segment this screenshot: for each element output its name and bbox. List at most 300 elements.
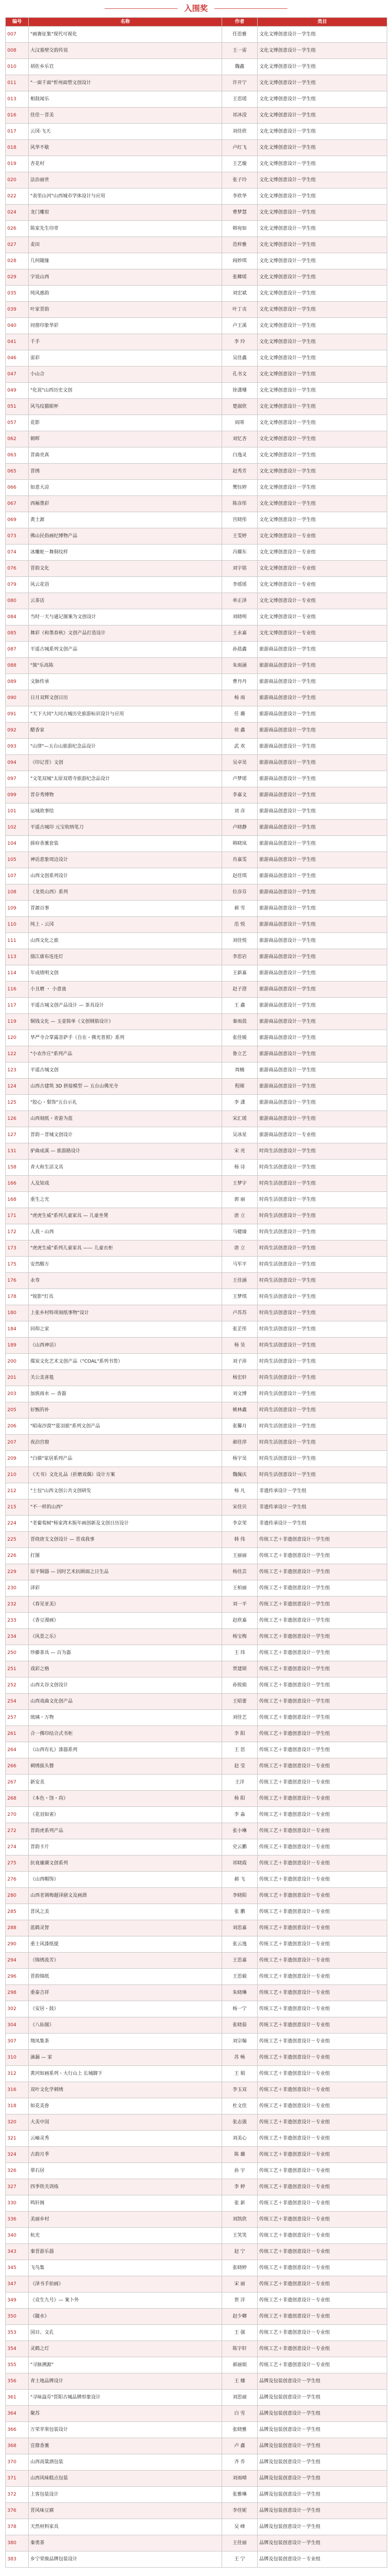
banner-right-rule — [214, 8, 287, 9]
cell-author: 樊钰婷 — [222, 480, 258, 496]
cell-category: 时尚生活创意设计－学生组 — [258, 1402, 387, 1419]
table-row — [6, 2325, 387, 2341]
cell-category: 传统工艺＋非遗创意设计－专业组 — [258, 1904, 387, 1920]
cell-category: 传统工艺＋非遗创意设计－专业组 — [258, 1872, 387, 1888]
cell-name: 纯上 - 云冈 — [29, 917, 222, 933]
cell-number: 232 — [6, 1597, 29, 1613]
cell-number: 207 — [6, 1435, 29, 1451]
table-row — [6, 399, 387, 415]
table-row — [6, 577, 387, 593]
cell-category: 传统工艺＋非遗创意设计－专业组 — [258, 2341, 387, 2357]
cell-category: 文化文博创意设计－学生组 — [258, 318, 387, 334]
cell-number: 087 — [6, 642, 29, 658]
cell-number: 051 — [6, 399, 29, 415]
cell-number: 073 — [6, 528, 29, 545]
cell-author: 孙锐娟 — [222, 1677, 258, 1694]
cell-number: 126 — [6, 1111, 29, 1127]
cell-category: 文化文博创意设计－学生组 — [258, 43, 387, 59]
cell-author: 王笑笑 — [222, 2228, 258, 2244]
cell-category: 文化文博创意设计－专业组 — [258, 577, 387, 593]
cell-name: 《山西神话》 — [29, 1338, 222, 1354]
table-row — [6, 1985, 387, 2001]
cell-name: 美丽乡村 — [29, 2212, 222, 2228]
cell-number: 105 — [6, 852, 29, 868]
cell-category: 传统工艺＋非遗创意设计－专业组 — [258, 2244, 387, 2260]
table-row — [6, 1839, 387, 1856]
cell-number: 099 — [6, 787, 29, 803]
cell-author: 刘一平 — [222, 1597, 258, 1613]
cell-name: 杏花村 — [29, 156, 222, 172]
table-row — [6, 2293, 387, 2309]
cell-category: 传统工艺＋非遗创意设计－专业组 — [258, 2212, 387, 2228]
cell-category: 传统工艺＋非遗创意设计－学生组 — [258, 1661, 387, 1677]
cell-number: 316 — [6, 2082, 29, 2098]
cell-author: 孙 宇 — [222, 2163, 258, 2179]
cell-name: 晋韵文化 — [29, 561, 222, 577]
cell-author: 王一雷 — [222, 43, 258, 59]
cell-name: 醋香家 — [29, 723, 222, 739]
table-row — [6, 415, 387, 431]
cell-author: 史云鹏 — [222, 1839, 258, 1856]
cell-number: 065 — [6, 464, 29, 480]
cell-author: 张芷彤 — [222, 1321, 258, 1338]
cell-category: 品牌及包装创意设计－学生组 — [258, 2519, 387, 2535]
cell-number: 119 — [6, 1014, 29, 1030]
cell-number: 353 — [6, 2325, 29, 2341]
cell-category: 旅游商品创意设计－学生组 — [258, 1014, 387, 1030]
table-row — [6, 1451, 387, 1467]
cell-name: 大汉墓壁交韵传说 — [29, 43, 222, 59]
cell-category: 传统工艺＋非遗创意设计－学生组 — [258, 1629, 387, 1645]
cell-number: 209 — [6, 1451, 29, 1467]
cell-name: 大美中国 — [29, 2114, 222, 2131]
cell-number: 076 — [6, 561, 29, 577]
cell-author: 宫晓彤 — [222, 512, 258, 528]
cell-author: 张佳媛 — [222, 1030, 258, 1046]
table-row — [6, 868, 387, 884]
table-row — [6, 1095, 387, 1111]
cell-number: 090 — [6, 690, 29, 706]
awards-table — [5, 17, 387, 2568]
table-row — [6, 625, 387, 642]
cell-number: 372 — [6, 2487, 29, 2503]
cell-author: 张晓雅 — [222, 2422, 258, 2438]
cell-number: 327 — [6, 2179, 29, 2195]
cell-number: 184 — [6, 1321, 29, 1338]
cell-name: 晋风之美 — [29, 1904, 222, 1920]
cell-category: 旅游商品创意设计－学生组 — [258, 836, 387, 852]
table-row — [6, 447, 387, 464]
cell-category: 传统工艺＋非遗创意设计－专业组 — [258, 1775, 387, 1791]
cell-author: 杨 凡 — [222, 1483, 258, 1499]
cell-number: 101 — [6, 803, 29, 820]
cell-name: 天然材料家具 — [29, 2519, 222, 2535]
cell-author: 韩宛如 — [222, 221, 258, 237]
cell-name: 重士风漆纸提 — [29, 1936, 222, 1953]
cell-category: 文化文博创意设计－学生组 — [258, 399, 387, 415]
table-row — [6, 1936, 387, 1953]
cell-category: 旅游商品创意设计－学生组 — [258, 723, 387, 739]
table-row — [6, 2276, 387, 2293]
cell-author: 李 婷 — [222, 2179, 258, 2195]
cell-number: 019 — [6, 156, 29, 172]
cell-name: 《山西帽饰》 — [29, 1872, 222, 1888]
cell-category: 旅游商品创意设计－学生组 — [258, 706, 387, 723]
cell-number: 117 — [6, 998, 29, 1014]
cell-author: 王洋 — [222, 1775, 258, 1791]
cell-author: 位彦芬 — [222, 884, 258, 901]
cell-number: 267 — [6, 1775, 29, 1791]
cell-name: 《印记晋》文创 — [29, 755, 222, 771]
cell-name: 《随水》 — [29, 2309, 222, 2325]
cell-name: 日月双辉文创日历 — [29, 690, 222, 706]
cell-category: 传统工艺＋非遗创意设计－专业组 — [258, 2017, 387, 2034]
header-row — [6, 18, 387, 27]
cell-name: "天下大同"大同古城历史旅游标识设计与应用 — [29, 706, 222, 723]
cell-name: 千手 — [29, 334, 222, 350]
cell-category: 文化文博创意设计－学生组 — [258, 269, 387, 286]
cell-category: 品牌及包装创意设计－学生组 — [258, 2454, 387, 2471]
cell-author: 郝 飞 — [222, 1872, 258, 1888]
cell-category: 传统工艺＋非遗创意设计－专业组 — [258, 2131, 387, 2147]
cell-name: 《春见亚美》 — [29, 1597, 222, 1613]
cell-number: 264 — [6, 1742, 29, 1758]
cell-category: 时尚生活创意设计－学生组 — [258, 1370, 387, 1386]
cell-number: 120 — [6, 1030, 29, 1046]
cell-category: 旅游商品创意设计－学生组 — [258, 1030, 387, 1046]
cell-name: 晋曲亮真 — [29, 447, 222, 464]
cell-author: 曹梦慧 — [222, 205, 258, 221]
cell-category: 传统工艺＋非遗创意设计－专业组 — [258, 1985, 387, 2001]
cell-author: 唐 立 — [222, 1240, 258, 1257]
cell-number: 274 — [6, 1839, 29, 1856]
cell-number: 366 — [6, 2422, 29, 2438]
cell-name: 叶家晋韵 — [29, 302, 222, 318]
cell-number: 340 — [6, 2228, 29, 2244]
cell-number: 178 — [6, 1289, 29, 1305]
table-row — [6, 1823, 387, 1839]
cell-number: 270 — [6, 1807, 29, 1823]
cell-number: 318 — [6, 2098, 29, 2114]
cell-category: 旅游商品创意设计－学生组 — [258, 852, 387, 868]
table-row — [6, 1548, 387, 1564]
cell-author: 吴冰星 — [222, 1127, 258, 1143]
banner-title: 入围奖 — [184, 4, 208, 13]
cell-number: 226 — [6, 1548, 29, 1564]
table-row — [6, 2082, 387, 2098]
cell-category: 文化文博创意设计－学生组 — [258, 140, 387, 156]
cell-author: 李瑶瑶 — [222, 577, 258, 593]
cell-name: "锐影"灯具 — [29, 1289, 222, 1305]
cell-category: 文化文博创意设计－学生组 — [258, 108, 387, 124]
cell-number: 039 — [6, 302, 29, 318]
cell-name: 人我・山西 — [29, 1224, 222, 1240]
cell-number: 356 — [6, 2373, 29, 2390]
cell-author: 周楠 — [222, 1062, 258, 1079]
cell-author: 许开宁 — [222, 75, 258, 91]
cell-category: 文化文博创意设计－学生组 — [258, 512, 387, 528]
cell-author: 任思雅 — [222, 27, 258, 43]
table-row — [6, 1435, 387, 1451]
cell-category: 传统工艺＋非遗创意设计－专业组 — [258, 1920, 387, 1936]
cell-author: 王 强 — [222, 2325, 258, 2341]
table-row — [6, 1742, 387, 1758]
table-row — [6, 1613, 387, 1629]
cell-author: 张云逸 — [222, 1936, 258, 1953]
table-row — [6, 2454, 387, 2471]
cell-category: 旅游商品创意设计－学生组 — [258, 868, 387, 884]
cell-name: 麦田 — [29, 237, 222, 253]
table-row — [6, 2260, 387, 2276]
cell-number: 107 — [6, 868, 29, 884]
table-row — [6, 2390, 387, 2406]
cell-category: 品牌及包装创意设计－学生组 — [258, 2390, 387, 2406]
cell-author: 王永嘉 — [222, 625, 258, 642]
cell-category: 传统工艺＋非遗创意设计－专业组 — [258, 2228, 387, 2244]
cell-category: 传统工艺＋非遗创意设计－专业组 — [258, 2066, 387, 2082]
cell-name: 西厢墨彩 — [29, 496, 222, 512]
cell-number: 062 — [6, 431, 29, 447]
cell-author: 杨一宁 — [222, 2001, 258, 2017]
cell-category: 文化文博创意设计－学生组 — [258, 156, 387, 172]
table-row — [6, 787, 387, 803]
cell-name: "寻脉溯源" — [29, 2357, 222, 2373]
cell-author: 杨 阳 — [222, 1791, 258, 1807]
table-row — [6, 1920, 387, 1936]
cell-category: 文化文博创意设计－学生组 — [258, 383, 387, 399]
table-row — [6, 2309, 387, 2325]
cell-category: 时尚生活创意设计－学生组 — [258, 1419, 387, 1435]
table-row — [6, 1305, 387, 1321]
table-row — [6, 1872, 387, 1888]
table-row — [6, 1386, 387, 1402]
cell-category: 时尚生活创意设计－学生组 — [258, 1273, 387, 1289]
cell-author: 王 宁 — [222, 2551, 258, 2568]
cell-name: 晋韵锦纸 — [29, 1969, 222, 1985]
cell-name: 新安美 — [29, 1775, 222, 1791]
cell-number: 029 — [6, 269, 29, 286]
table-row — [6, 2551, 387, 2568]
cell-name: 关公美喜毯 — [29, 1370, 222, 1386]
table-row — [6, 2244, 387, 2260]
cell-name: 法治丽世 — [29, 172, 222, 188]
cell-category: 文化文博创意设计－学生组 — [258, 447, 387, 464]
cell-number: 063 — [6, 447, 29, 464]
cell-author: 秦雨晨 — [222, 1014, 258, 1030]
cell-number: 057 — [6, 415, 29, 431]
table-row — [6, 350, 387, 367]
cell-number: 257 — [6, 1710, 29, 1726]
cell-category: 文化文博创意设计－学生组 — [258, 350, 387, 367]
cell-name: "老葡萄树"杨家湾木版年画创新及文创日历设计 — [29, 1516, 222, 1532]
cell-author: 王柏丽 — [222, 1580, 258, 1597]
cell-number: 189 — [6, 1338, 29, 1354]
cell-name: 飞鸟集 — [29, 2260, 222, 2276]
cell-name: "小农作庄"系列产品 — [29, 1046, 222, 1062]
cell-name: "白描"家居系列产品 — [29, 1451, 222, 1467]
cell-author: 阎寒 — [222, 415, 258, 431]
cell-author: 卢晓静 — [222, 820, 258, 836]
cell-name: 小山合 — [29, 367, 222, 383]
cell-author: 侯 鑫 — [222, 723, 258, 739]
cell-category: 文化文博创意设计－学生组 — [258, 367, 387, 383]
cell-category: 文化文博创意设计－学生组 — [258, 91, 387, 108]
cell-category: 文化文博创意设计－学生组 — [258, 221, 387, 237]
cell-author: 陈彦彤 — [222, 496, 258, 512]
cell-author: 魏鑫 — [222, 59, 258, 75]
cell-category: 时尚生活创意设计－学生组 — [258, 1354, 387, 1370]
cell-name: 滴漏 — 家 — [29, 2050, 222, 2066]
cell-name: 原平铜器 — 因时艺术抗顾面之日生品 — [29, 1564, 222, 1580]
cell-number: 254 — [6, 1694, 29, 1710]
cell-author: 张馨月 — [222, 1419, 258, 1435]
table-row — [6, 1726, 387, 1742]
table-row — [6, 1354, 387, 1370]
cell-number: 093 — [6, 739, 29, 755]
cell-name: 晋韵卡片 — [29, 1839, 222, 1856]
cell-category: 传统工艺＋非遗创意设计－学生组 — [258, 1580, 387, 1597]
cell-author: 李嘉文 — [222, 787, 258, 803]
cell-author: 范梓雅 — [222, 237, 258, 253]
table-row — [6, 1273, 387, 1289]
cell-author: 王思毅 — [222, 1969, 258, 1985]
cell-author: 吴 峰 — [222, 2519, 258, 2535]
cell-author: 张卿瑶 — [222, 269, 258, 286]
table-row — [6, 27, 387, 43]
cell-number: 011 — [6, 75, 29, 91]
cell-number: 370 — [6, 2454, 29, 2471]
cell-author: 宋 丽 — [222, 2276, 258, 2293]
table-row — [6, 1370, 387, 1386]
cell-name: 《山西有礼》漆器系列 — [29, 1742, 222, 1758]
cell-number: 285 — [6, 1904, 29, 1920]
cell-category: 文化文博创意设计－学生组 — [258, 431, 387, 447]
cell-author: 徐潇珊 — [222, 383, 258, 399]
cell-category: 非遗传承设计－学生组 — [258, 1516, 387, 1532]
table-row — [6, 1904, 387, 1920]
cell-author: 王昭蕾 — [222, 1694, 258, 1710]
cell-number: 080 — [6, 593, 29, 609]
cell-name: 舞彩《和墨春秋》文创产品打造设计 — [29, 625, 222, 642]
cell-name: 山西文创系列设计 — [29, 868, 222, 884]
cell-name: "表里山河"山西城市学体设计与应用 — [29, 188, 222, 205]
cell-category: 品牌及包装创意设计－专业组 — [258, 2551, 387, 2568]
cell-author: 李 阳 — [222, 1726, 258, 1742]
cell-name: 上张乡村特项刻纸事物"设计 — [29, 1305, 222, 1321]
cell-author: 马健瑜 — [222, 1224, 258, 1240]
cell-number: 350 — [6, 2309, 29, 2325]
table-row — [6, 706, 387, 723]
cell-name: 好甄的补 — [29, 1402, 222, 1419]
cell-number: 376 — [6, 2503, 29, 2519]
cell-number: 026 — [6, 221, 29, 237]
cell-name: "画赛征集"现代可视化 — [29, 27, 222, 43]
cell-name: 朝晖 — [29, 431, 222, 447]
cell-name: 打图 — [29, 1548, 222, 1564]
header-number: 编号 — [6, 18, 29, 27]
cell-author: 鲁立艺 — [222, 1046, 258, 1062]
table-row — [6, 91, 387, 108]
cell-name: 宣鼎香薰 — [29, 2438, 222, 2454]
cell-name: 黄土源 — [29, 512, 222, 528]
cell-author: 李晓阳 — [222, 1888, 258, 1904]
cell-author: 郭 丽 — [222, 1192, 258, 1208]
table-row — [6, 1483, 387, 1499]
cell-category: 传统工艺＋非遗创意设计－专业组 — [258, 2309, 387, 2325]
cell-name: 翔凤集茶 — [29, 2034, 222, 2050]
table-row — [6, 1969, 387, 1985]
cell-category: 传统工艺＋非遗创意设计－专业组 — [258, 2034, 387, 2050]
cell-number: 104 — [6, 836, 29, 852]
cell-category: 时尚生活创意设计－学生组 — [258, 1160, 387, 1176]
cell-category: 传统工艺＋非遗创意设计－专业组 — [258, 1953, 387, 1969]
cell-author: 刘晓明 — [222, 609, 258, 625]
cell-name: 聚苏 — [29, 2406, 222, 2422]
cell-number: 250 — [6, 1645, 29, 1661]
cell-category: 时尚生活创意设计－学生组 — [258, 1176, 387, 1192]
table-row — [6, 1888, 387, 1904]
cell-author: 王艺璇 — [222, 156, 258, 172]
cell-category: 旅游商品创意设计－学生组 — [258, 787, 387, 803]
cell-category: 文化文博创意设计－学生组 — [258, 75, 387, 91]
table-row — [6, 917, 387, 933]
cell-category: 品牌及包装创意设计－学生组 — [258, 2487, 387, 2503]
cell-number: 173 — [6, 1240, 29, 1257]
cell-author: 贺 洋 — [222, 2293, 258, 2309]
table-row — [6, 496, 387, 512]
cell-author: 卢王溪 — [222, 318, 258, 334]
cell-author: 王梦琪 — [222, 1289, 258, 1305]
cell-name: 年成绩明文创 — [29, 965, 222, 982]
cell-category: 传统工艺＋非遗创意设计－学生组 — [258, 1645, 387, 1661]
table-row — [6, 1240, 387, 1257]
cell-author: 赵欣嘉 — [222, 1613, 258, 1629]
cell-name: "寻味溢芬"晋阳古城品牌形象设计 — [29, 2390, 222, 2406]
cell-author: 杨 雨 — [222, 690, 258, 706]
cell-category: 传统工艺＋非遗创意设计－专业组 — [258, 2260, 387, 2276]
cell-number: 024 — [6, 205, 29, 221]
table-row — [6, 690, 387, 706]
cell-author: 王 鑫 — [222, 998, 258, 1014]
cell-number: 251 — [6, 1661, 29, 1677]
cell-name: 《天书》文化礼品（折磨戏偶）设计方案 — [29, 1467, 222, 1483]
cell-number: 017 — [6, 124, 29, 140]
cell-author: 赵佳琪 — [222, 868, 258, 884]
cell-name: 万荣苹果包装设计 — [29, 2422, 222, 2438]
cell-name: 乡宁荣骏品牌包装设计 — [29, 2551, 222, 2568]
cell-author: 张 新 — [222, 2195, 258, 2212]
cell-author: 卢梦瑶 — [222, 771, 258, 787]
cell-number: 206 — [6, 1419, 29, 1435]
cell-category: 传统工艺＋非遗创意设计－学生组 — [258, 1710, 387, 1726]
cell-category: 传统工艺＋非遗创意设计－专业组 — [258, 2195, 387, 2212]
cell-number: 304 — [6, 2017, 29, 2034]
cell-author: 马军平 — [222, 1257, 258, 1273]
cell-author: 王新嘉 — [222, 965, 258, 982]
cell-number: 124 — [6, 1079, 29, 1095]
cell-name: 煤炭文化艺术文创产品（"COAL"系列书签） — [29, 1354, 222, 1370]
table-row — [6, 2114, 387, 2131]
table-row — [6, 1499, 387, 1516]
cell-name: 冰雕蛇－舞侗纹样 — [29, 545, 222, 561]
table-row — [6, 884, 387, 901]
cell-number: 035 — [6, 286, 29, 302]
cell-name: 鸣轩阁 — [29, 2195, 222, 2212]
cell-number: 180 — [6, 1305, 29, 1321]
cell-author: 王丽丽 — [222, 1548, 258, 1564]
table-row — [6, 108, 387, 124]
cell-name: 平遥古城印 元宝收纳笔刀 — [29, 820, 222, 836]
